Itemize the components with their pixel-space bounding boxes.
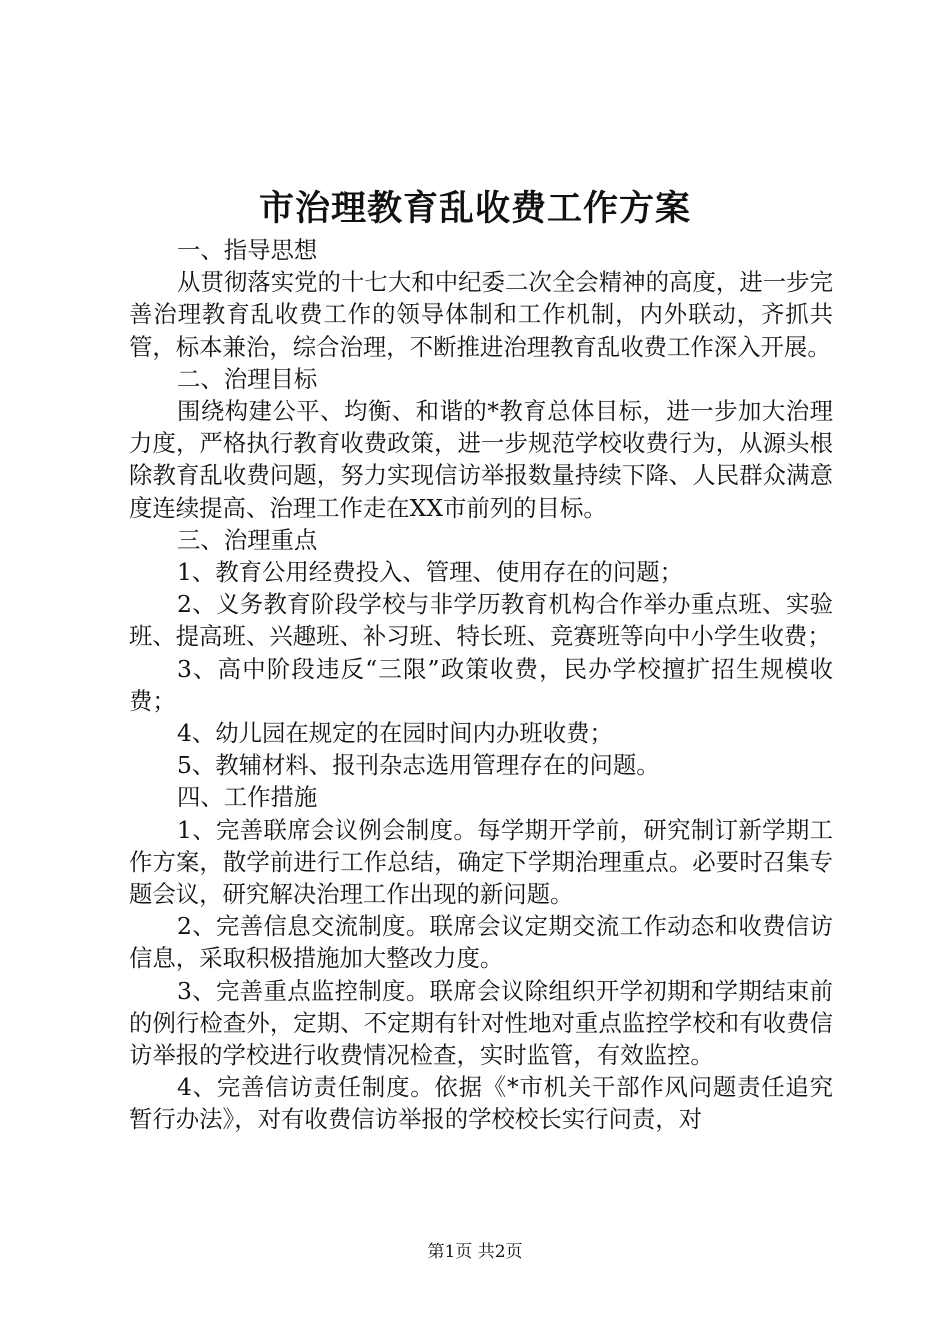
section-heading: 二、治理目标 — [176, 364, 318, 393]
body-paragraph: 3、高中阶段违反“三限”政策收费，民办学校擅扩招生规模收费； — [129, 654, 833, 715]
document-title: 市治理教育乱收费工作方案 — [258, 188, 691, 229]
document-body — [129, 234, 833, 1136]
section-heading: 三、治理重点 — [176, 525, 318, 554]
body-paragraph: 2、完善信息交流制度。联席会议定期交流工作动态和收费信访信息，采取积极措施加大整改力度。 — [129, 912, 833, 973]
body-paragraph: 1、完善联席会议例会制度。每学期开学前，研究制订新学期工作方案，散学前进行工作总结，确定下学期治理重点。必要时召集专题会议，研究解决治理工作出现的新问题。 — [129, 815, 833, 909]
body-paragraph: 3、完善重点监控制度。联席会议除组织开学初期和学期结束前的例行检查外，定期、不定期有针对性地对重点监控学校和有收费信访举报的学校进行收费情况检查，实时监管，有效监控。 — [129, 976, 833, 1070]
body-paragraph: 5、教辅材料、报刊杂志选用管理存在的问题。 — [176, 751, 660, 780]
section-heading: 四、工作措施 — [176, 783, 318, 812]
body-paragraph: 4、幼儿园在规定的在园时间内办班收费； — [176, 719, 613, 748]
body-paragraph: 2、义务教育阶段学校与非学历教育机构合作举办重点班、实验班、提高班、兴趣班、补习班、特长班、竞赛班等向中小学生收费； — [129, 590, 833, 651]
body-paragraph: 4、完善信访责任制度。依据《*市机关干部作风问题责任追究暂行办法》，对有收费信访举报的学校校长实行问责，对 — [129, 1073, 833, 1134]
body-paragraph: 从贯彻落实党的十七大和中纪委二次全会精神的高度，进一步完善治理教育乱收费工作的领导体制和工作机制，内外联动，齐抓共管，标本兼治，综合治理，不断推进治理教育乱收费工作深入开展。 — [129, 268, 833, 361]
body-paragraph: 围绕构建公平、均衡、和谐的*教育总体目标，进一步加大治理力度，严格执行教育收费政策，进一步规范学校收费行为，从源头根除教育乱收费问题，努力实现信访举报数量持续下降、人民群众满意度连续提高、治理工作走在XX市前列的目标。 — [129, 397, 833, 522]
section-heading: 一、指导思想 — [176, 236, 318, 264]
body-paragraph: 1、教育公用经费投入、管理、使用存在的问题； — [176, 558, 684, 587]
page-footer: 第1页 共2页 — [427, 1242, 523, 1262]
